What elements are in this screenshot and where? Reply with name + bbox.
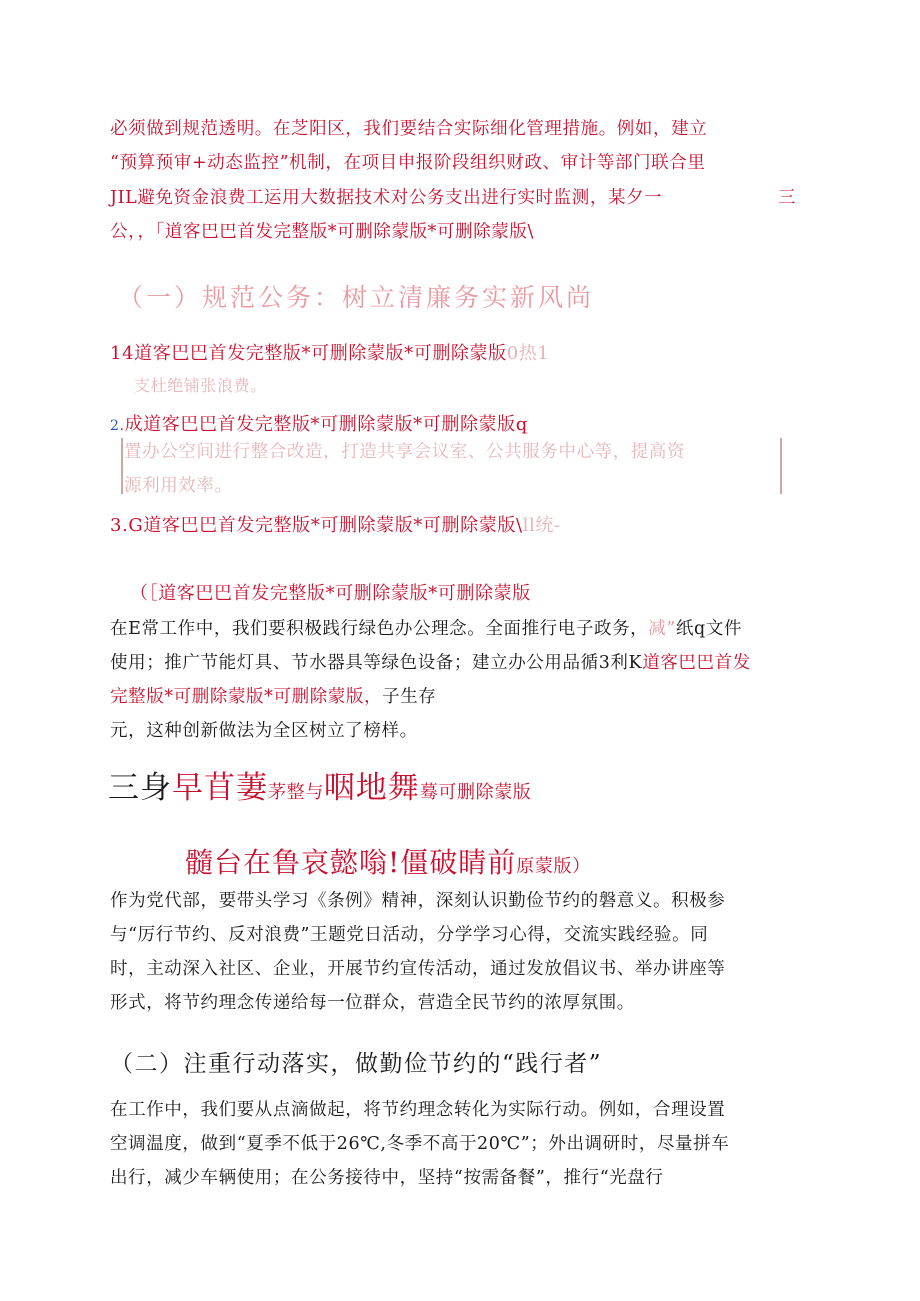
item1-number: 1 xyxy=(110,343,123,364)
heading-big-part1: 三身 xyxy=(108,770,172,806)
item1-continuation: 支杜绝铺张浪费。 xyxy=(134,376,267,395)
item2-continuation-2: 源利用效率。 xyxy=(124,476,233,496)
para1-line3-text: JIL避免资金浪费工运用大数据技术对公务支出进行实时监测，某夕一 xyxy=(110,188,663,208)
item2-line xyxy=(110,413,528,438)
right-border-mark xyxy=(780,438,782,494)
item2-text: 成道客巴巴首发完整版*可删除蒙版*可删除蒙版q xyxy=(124,414,528,435)
section-heading-1: （一）规范公务：树立清廉务实新风尚 xyxy=(118,283,595,312)
para3-line4: 形式，将节约理念传递给每一位群众，营造全民节约的浓厚氛围。 xyxy=(110,993,635,1013)
garbled-heading-big xyxy=(108,770,531,811)
left-border-mark xyxy=(121,438,123,494)
garbled-heading-mid xyxy=(185,846,591,884)
item1-text: 4道客巴巴首发完整版*可删除蒙版*可删除蒙版 xyxy=(122,343,507,364)
item3-number: 3.G xyxy=(110,515,144,536)
para2-line3-red: 完整版*可删除蒙版*可删除蒙版， xyxy=(110,687,383,707)
sub-heading: （［道客巴巴首发完整版*可删除蒙版*可删除蒙版 xyxy=(130,583,531,604)
para4-line1: 在工作中，我们要从点滴做起，将节约理念转化为实际行动。例如，合理设置 xyxy=(110,1100,726,1120)
item3-tail: ll统- xyxy=(522,515,561,536)
heading-big-part3: 茅整与 xyxy=(268,782,324,803)
section-heading-2: （二）注重行动落实，做勤俭节约的“践行者” xyxy=(110,1051,603,1077)
item3-text: 道客巴巴首发完整版*可删除蒙版*可删除蒙版\ xyxy=(143,515,523,536)
para2-line1-end: 纸q文件 xyxy=(675,619,743,639)
item2-continuation-1: 置办公空间进行整合改造，打造共享会议室、公共服务中心等，提高资 xyxy=(124,442,686,462)
item1-tail: 0热1 xyxy=(506,343,550,364)
heading-big-part4: 咽地舞 xyxy=(323,770,420,806)
para2-line1 xyxy=(110,617,742,641)
para3-line2: 与“厉行节约、反对浪费”王题党日活动，分学学习心得，交流实践经验。同 xyxy=(110,925,709,945)
para1-line3-tail: 三 xyxy=(778,188,797,208)
para2-line3 xyxy=(110,685,436,709)
para1-line3 xyxy=(110,186,662,210)
item3-line xyxy=(110,514,561,538)
para2-line3-text: 子生存 xyxy=(382,687,437,707)
para3-line3: 时，主动深入社区、企业，开展节约宣传活动，通过发放倡议书、举办讲座等 xyxy=(110,959,726,979)
heading-big-part5: 蓦可删除蒙版 xyxy=(419,782,532,803)
heading-mid-part2: 原蒙版） xyxy=(516,856,591,877)
para2-line1-faint: 减” xyxy=(648,619,676,639)
para2-line2 xyxy=(110,651,751,675)
para3-line1: 作为党代部，要带头学习《条例》精神，深刻认识勤俭节约的磐意义。积极参 xyxy=(110,891,726,911)
para2-line2-red: 道客巴巴首发 xyxy=(642,653,751,673)
para2-line1-text: 在E常工作中，我们要积极践行绿色办公理念。全面推行电子政务， xyxy=(110,619,649,639)
item1-line xyxy=(110,342,549,366)
para4-line2: 空调温度，做到“夏季不低于26℃,冬季不高于20℃”；外出调研时，尽量拼车 xyxy=(110,1134,730,1154)
item2-number: 2. xyxy=(110,418,125,434)
para1-line1: 必须做到规范透明。在芝阳区，我们要结合实际细化管理措施。例如，建立 xyxy=(110,119,708,139)
heading-big-part2: 早苜萋 xyxy=(172,770,268,806)
para1-line2: “预算预审+动态监控”机制，在项目申报阶段组织财政、审计等部门联合里 xyxy=(110,153,706,173)
heading-mid-part1: 髓台在鲁哀懿嗡!僵破睛前 xyxy=(185,846,517,879)
para2-line2-text: 使用；推广节能灯具、节水器具等绿色设备；建立办公用品循3利K xyxy=(110,653,643,673)
para2-line4: 元，这种创新做法为全区树立了榜样。 xyxy=(110,721,418,741)
para4-line3: 出行，减少车辆使用；在公务接待中，坚持“按需备餐”，推行“光盘行 xyxy=(110,1168,664,1188)
para1-line4: 公，，「道客巴巴首发完整版*可删除蒙版*可删除蒙版\ xyxy=(110,222,534,242)
